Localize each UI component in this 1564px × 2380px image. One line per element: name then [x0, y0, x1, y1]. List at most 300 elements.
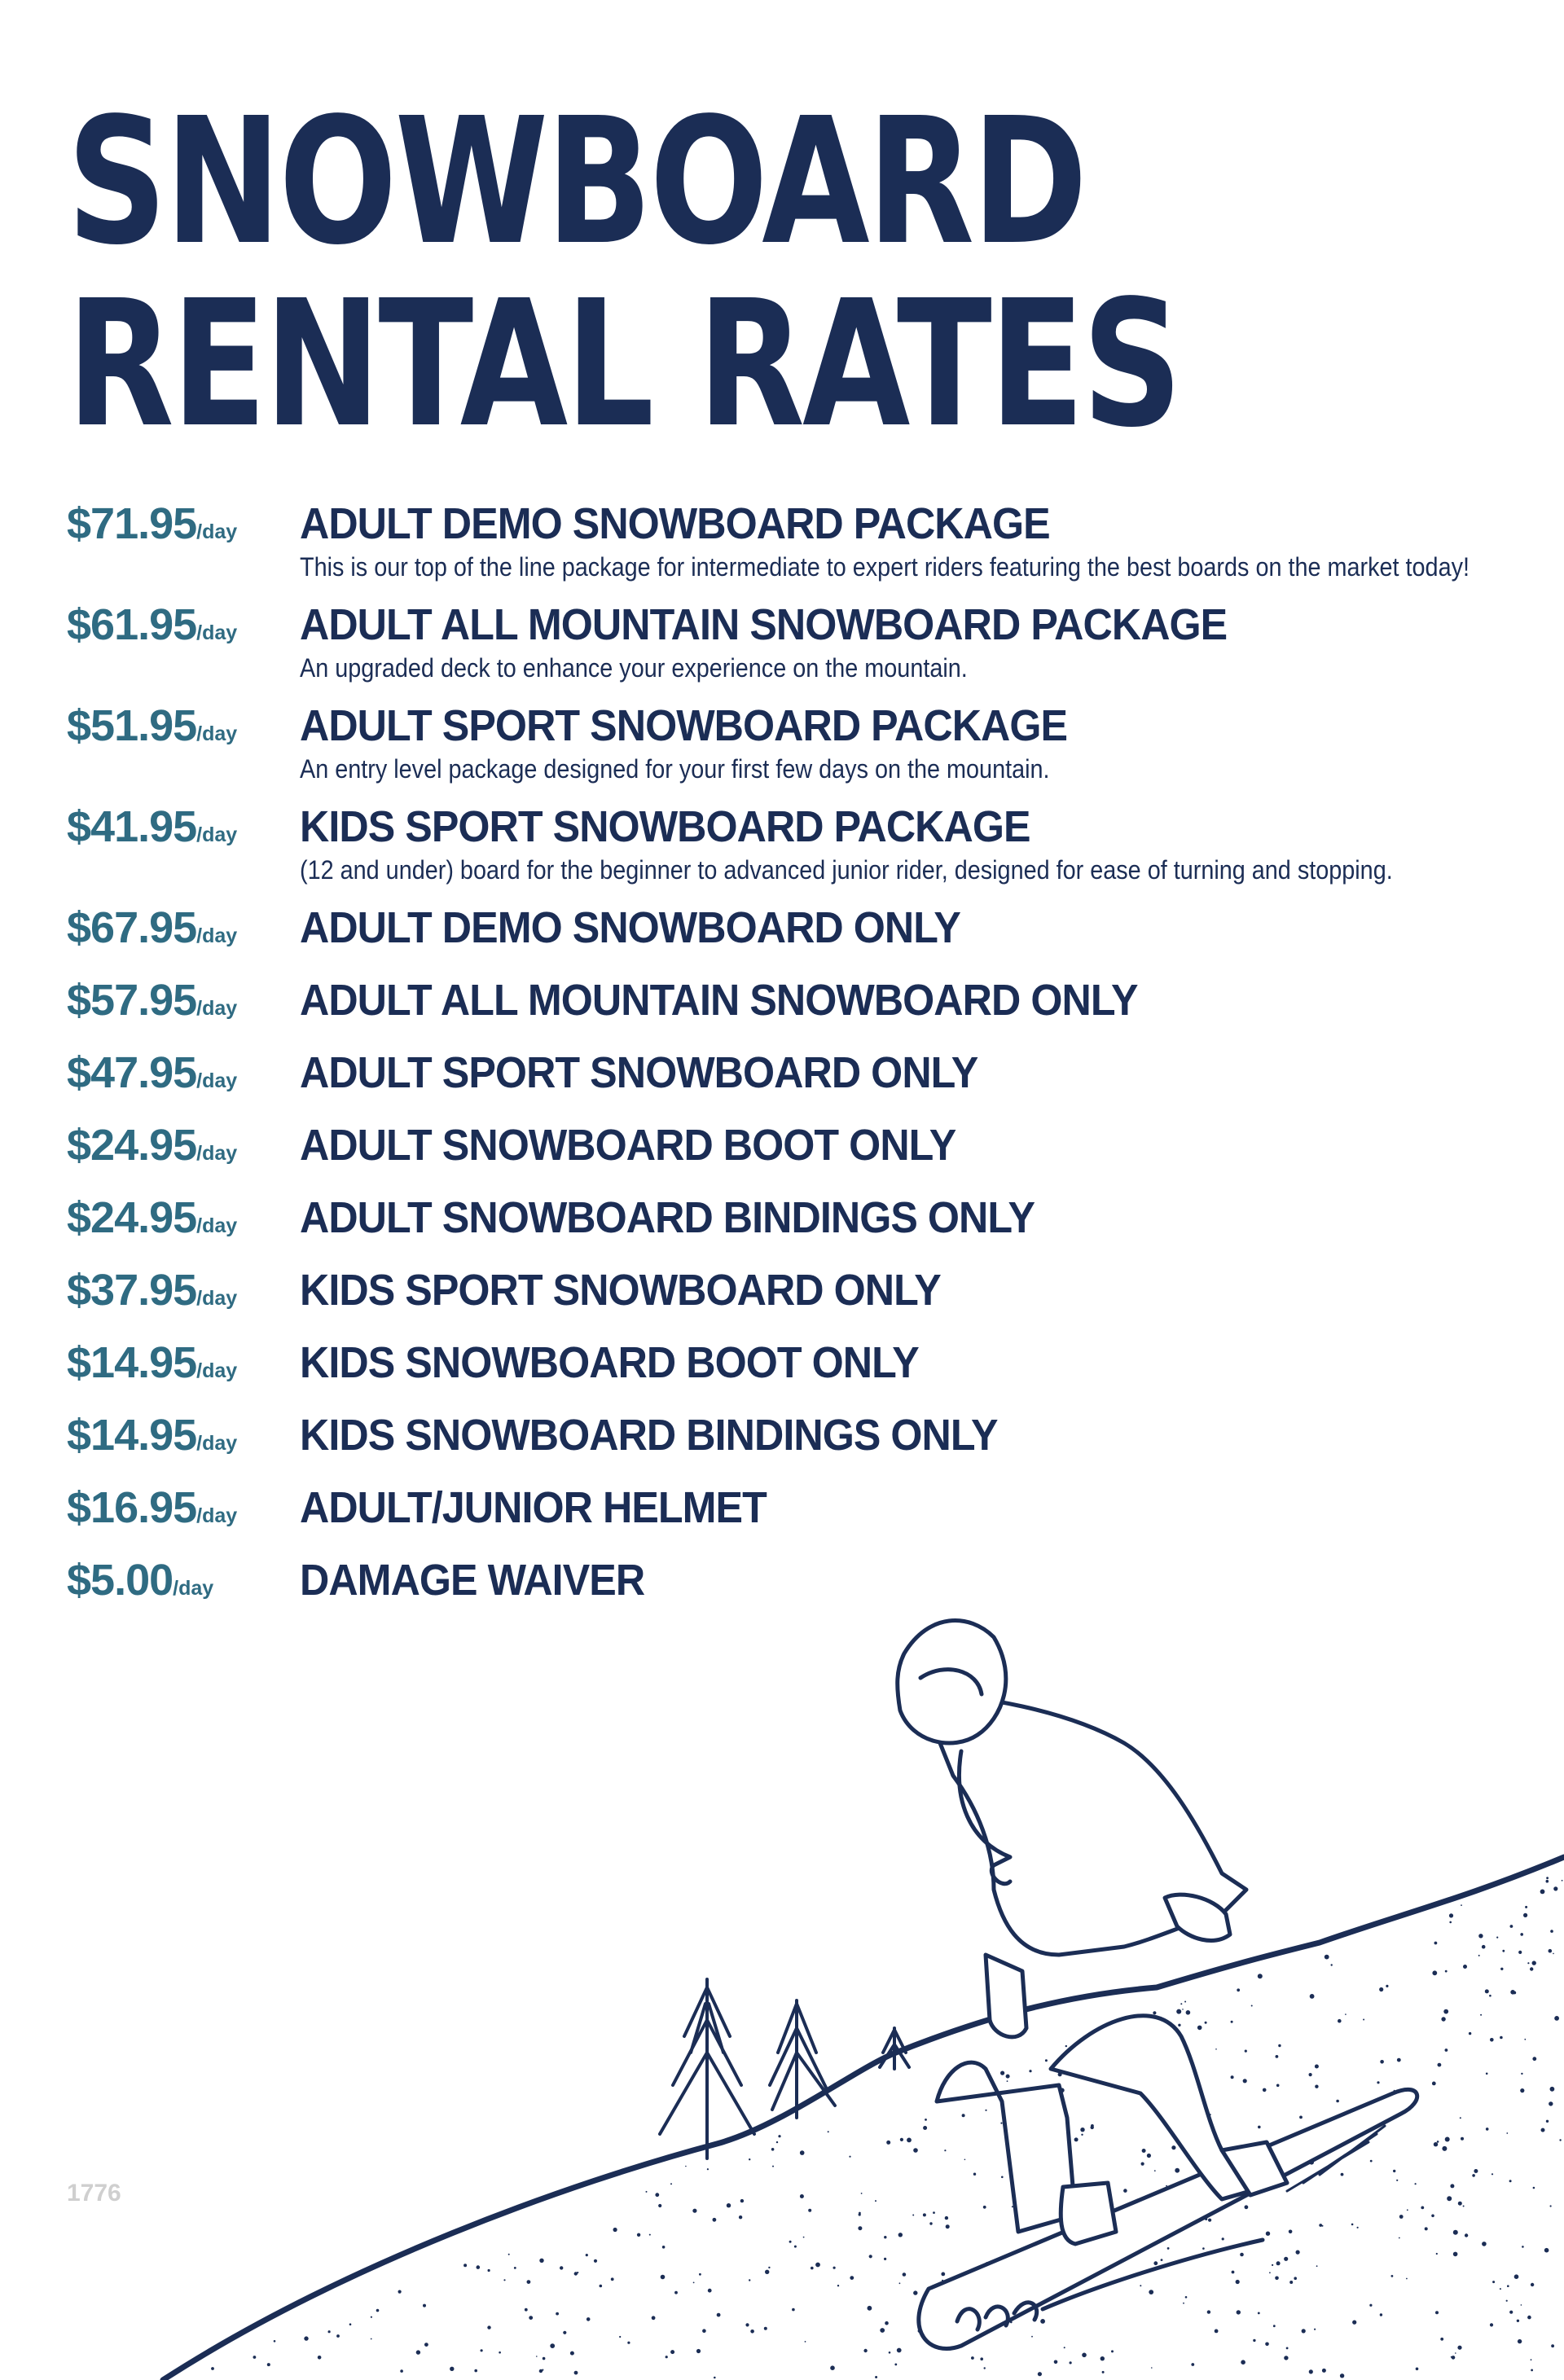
title-line-1: SNOWBOARD [67, 81, 1086, 283]
snow-speckle [1434, 1942, 1438, 1945]
snow-speckle [1450, 2184, 1454, 2188]
snow-speckle [1123, 2189, 1127, 2193]
snow-speckle [1310, 1994, 1315, 1999]
snow-speckle [1482, 1945, 1486, 1949]
snow-speckle [1553, 1953, 1554, 1955]
snow-speckle [376, 2309, 380, 2312]
snow-speckle [1197, 2026, 1202, 2031]
snow-speckle [884, 2236, 886, 2238]
snow-speckle [1102, 2371, 1105, 2373]
snow-speckle [560, 2266, 563, 2269]
snow-speckle [627, 2342, 630, 2344]
snow-speckle [349, 2323, 352, 2325]
snow-speckle [1316, 2265, 1318, 2267]
snow-speckle [1393, 2170, 1395, 2172]
snow-speckle [1415, 2183, 1417, 2185]
snow-speckle [1474, 2169, 1478, 2173]
snow-speckle [1045, 2059, 1048, 2062]
snow-speckle [749, 2279, 750, 2281]
snow-speckle [1443, 2009, 1448, 2014]
snow-speckle [1478, 1955, 1480, 1956]
snow-speckle [1460, 2117, 1461, 2119]
snow-speckle [1496, 1937, 1498, 1939]
snow-speckle [1461, 1904, 1462, 1906]
snow-speckle [1437, 2141, 1439, 2143]
snow-speckle [885, 2321, 889, 2325]
snow-speckle [1513, 1991, 1516, 1995]
snow-speckle [1463, 1965, 1467, 1969]
snow-speckle [1391, 2275, 1394, 2277]
snow-speckle [692, 2209, 696, 2213]
rate-row [67, 975, 1533, 1047]
rate-row [67, 1047, 1533, 1120]
snow-speckle [1240, 2253, 1244, 2257]
snow-speckle [805, 2341, 806, 2343]
snow-speckle [1237, 1988, 1240, 1991]
snow-speckle [1080, 2128, 1084, 2132]
snow-speckle [830, 2365, 835, 2370]
snow-speckle [833, 2267, 836, 2269]
snow-speckle [1502, 1950, 1505, 1952]
snow-speckle [1299, 2116, 1303, 2119]
snow-speckle [1081, 2134, 1083, 2136]
snow-speckle [803, 2237, 805, 2238]
rate-name: ADULT SNOWBOARD BINDINGS ONLY [300, 1193, 1035, 1242]
snow-speckle [474, 2369, 477, 2373]
snow-speckle [1486, 2128, 1489, 2131]
rate-price [67, 1410, 300, 1469]
snow-speckle [980, 2357, 983, 2360]
snow-speckle [1380, 2060, 1384, 2064]
snow-speckle [713, 2218, 717, 2222]
snow-speckle [1490, 2323, 1493, 2326]
rate-unit: /day [196, 1359, 238, 1382]
rate-info [300, 498, 1564, 584]
snow-speckle [1253, 2339, 1255, 2342]
snow-speckle [1517, 2320, 1519, 2322]
rate-price [67, 599, 300, 658]
rate-price [67, 902, 300, 961]
snow-speckle [274, 2340, 276, 2343]
rate-unit: /day [196, 621, 238, 644]
snow-speckle [1485, 1989, 1489, 1993]
rate-row [67, 1192, 1533, 1265]
snow-speckle [792, 2308, 795, 2312]
rate-info [300, 1120, 1533, 1170]
snow-speckle [1302, 2329, 1306, 2333]
snow-speckle [1272, 2264, 1273, 2266]
snow-speckle [1215, 2048, 1217, 2050]
rate-price [67, 1555, 300, 1614]
snow-speckle [894, 2364, 897, 2366]
snow-speckle [1440, 2338, 1443, 2341]
snow-speckle [1449, 1921, 1452, 1924]
snow-speckle [1284, 2356, 1288, 2360]
snow-speckle [1550, 2205, 1552, 2207]
snow-speckle [1453, 2230, 1458, 2235]
snow-speckle [1208, 2219, 1211, 2222]
snow-speckle [1074, 2137, 1079, 2141]
snow-speckle [652, 2316, 656, 2320]
snow-speckle [1276, 2261, 1281, 2265]
snow-speckle [1315, 2085, 1318, 2088]
document-code: 1776 [67, 2180, 121, 2207]
snow-speckle [450, 2367, 454, 2371]
snow-speckle [416, 2350, 420, 2354]
snow-speckle [1178, 2024, 1180, 2027]
snow-speckle [875, 2376, 877, 2378]
rate-row [67, 1410, 1533, 1482]
snow-speckle [1489, 1995, 1492, 1997]
snow-speckle [897, 2348, 902, 2353]
snow-speckle [764, 2327, 767, 2330]
snow-speckle [619, 2336, 621, 2338]
snow-speckle [1445, 1970, 1448, 1973]
snow-speckle [1241, 2360, 1245, 2365]
snow-speckle [1530, 1967, 1533, 1970]
snow-speckle [503, 2279, 505, 2281]
rate-price [67, 1192, 300, 1251]
snow-speckle [971, 2356, 974, 2360]
snow-speckle [765, 2270, 769, 2274]
snow-speckle [923, 2126, 927, 2130]
snow-speckle [1289, 2281, 1293, 2284]
snow-speckle [1183, 2303, 1184, 2304]
snow-speckle [1455, 2352, 1456, 2354]
rate-info [300, 1410, 1533, 1460]
snow-speckle [1527, 2316, 1531, 2320]
snow-speckle [1276, 2055, 1279, 2058]
snow-speckle [923, 2213, 926, 2216]
snow-speckle [1524, 2039, 1526, 2040]
snow-speckle [1182, 2009, 1184, 2010]
rate-info [300, 902, 1533, 953]
snow-speckle [837, 2285, 839, 2286]
snow-speckle [1518, 1951, 1522, 1954]
snow-speckle [1480, 2014, 1482, 2016]
snow-speckle [539, 2259, 543, 2263]
snow-speckle [707, 2168, 709, 2170]
snow-speckle [563, 2331, 566, 2334]
snow-speckle [1319, 2224, 1322, 2227]
snow-speckle [1490, 2038, 1494, 2042]
rate-name: KIDS SNOWBOARD BOOT ONLY [300, 1338, 919, 1387]
snow-speckle [941, 2272, 945, 2277]
rate-unit: /day [173, 1577, 214, 1600]
snow-speckle [527, 2280, 531, 2284]
snow-speckle [371, 2316, 372, 2318]
snow-speckle [1258, 2312, 1260, 2315]
snow-speckle [962, 2114, 965, 2117]
rate-name: ADULT SPORT SNOWBOARD ONLY [300, 1048, 978, 1097]
snow-speckle [868, 2306, 872, 2311]
snow-speckle [613, 2228, 617, 2232]
snow-speckle [1070, 2361, 1072, 2364]
snow-speckle [1518, 2339, 1522, 2343]
snow-speckle [1269, 2272, 1271, 2273]
snow-speckle [514, 2267, 516, 2269]
snow-speckle [1432, 1970, 1437, 1975]
snow-speckle [499, 2351, 501, 2354]
rate-name: ADULT ALL MOUNTAIN SNOWBOARD ONLY [300, 976, 1138, 1025]
snow-speckle [1457, 2346, 1461, 2350]
rate-amount: $57.95 [67, 976, 197, 1025]
snow-speckle [696, 2349, 701, 2353]
snow-speckle [1482, 2242, 1487, 2246]
snow-speckle [875, 2200, 876, 2202]
snow-speckle [658, 2204, 661, 2207]
rate-name: ADULT DEMO SNOWBOARD PACKAGE [300, 499, 1050, 548]
snow-speckle [253, 2356, 257, 2359]
snow-speckle [1154, 2170, 1156, 2171]
snow-speckle [662, 2246, 666, 2249]
snow-speckle [1091, 2126, 1094, 2129]
snow-speckle [1149, 2290, 1153, 2294]
snow-speckle [886, 2141, 890, 2145]
rate-unit: /day [196, 1069, 238, 1092]
rate-price [67, 1120, 300, 1179]
rate-info [300, 1337, 1533, 1388]
snow-speckle [600, 2285, 603, 2288]
snow-speckle [318, 2356, 322, 2360]
snow-speckle [267, 2363, 270, 2366]
rate-row [67, 1337, 1533, 1410]
snow-speckle [400, 2369, 403, 2373]
snow-speckle [1407, 2209, 1408, 2211]
rate-amount: $14.95 [67, 1411, 197, 1460]
rate-row [67, 1120, 1533, 1192]
snow-speckle [849, 2156, 850, 2158]
rate-unit: /day [196, 1504, 238, 1527]
snow-speckle [1185, 2296, 1188, 2299]
snow-speckle [1514, 2274, 1519, 2279]
snow-speckle [661, 2275, 666, 2280]
snow-speckle [1531, 2283, 1534, 2286]
snow-speckle [1379, 1987, 1383, 1991]
snow-speckle [336, 2334, 340, 2338]
rate-price [67, 801, 300, 860]
rate-amount: $24.95 [67, 1121, 197, 1170]
snow-speckle [1432, 2082, 1436, 2086]
snow-speckle [1322, 2369, 1326, 2373]
snow-speckle [1562, 1880, 1563, 1882]
snow-speckle [1546, 2120, 1549, 2123]
rate-unit: /day [196, 520, 238, 543]
snow-speckle [1447, 2196, 1452, 2201]
rate-price [67, 1337, 300, 1396]
snow-speckle [1258, 2126, 1261, 2129]
snow-speckle [772, 2166, 774, 2167]
snow-speckle [1175, 2168, 1180, 2173]
snow-speckle [1142, 2149, 1146, 2153]
snow-speckle [933, 2211, 935, 2214]
snow-speckle [488, 2269, 490, 2272]
snow-speckle [1054, 2360, 1058, 2365]
rate-price [67, 700, 300, 759]
snow-speckle [778, 2135, 780, 2137]
rate-name: ADULT SPORT SNOWBOARD PACKAGE [300, 701, 1068, 750]
snow-speckle [1399, 2215, 1404, 2219]
rate-unit: /day [196, 1432, 238, 1455]
rate-info [300, 975, 1533, 1025]
snow-speckle [1001, 2176, 1004, 2179]
snow-speckle [542, 2369, 543, 2371]
snow-speckle [1436, 2253, 1438, 2255]
rate-name: ADULT ALL MOUNTAIN SNOWBOARD PACKAGE [300, 600, 1228, 649]
snow-speckle [1309, 2369, 1313, 2373]
snow-speckle [1549, 1949, 1553, 1953]
rate-description: This is our top of the line package for intermediate to expert riders featuring the best boards on the market today! [300, 552, 1470, 582]
rate-description: An entry level package designed for your first few days on the mountain. [300, 754, 1050, 784]
snow-speckle [1263, 2088, 1267, 2092]
snow-speckle [1351, 2224, 1354, 2226]
rate-info [300, 801, 1564, 887]
rate-amount: $5.00 [67, 1556, 174, 1605]
snow-speckle [1549, 2101, 1553, 2106]
rate-unit: /day [196, 823, 238, 846]
rate-info [300, 1047, 1533, 1098]
snow-speckle [1520, 2088, 1524, 2092]
snow-speckle [211, 2367, 214, 2370]
snow-speckle [1510, 1925, 1513, 1928]
snow-speckle [423, 2304, 426, 2308]
rate-info [300, 599, 1564, 685]
snow-speckle [1532, 2057, 1536, 2061]
rate-row [67, 700, 1533, 786]
snow-speckle [1523, 1913, 1527, 1917]
snow-speckle [789, 2241, 792, 2243]
rate-name: KIDS SNOWBOARD BINDINGS ONLY [300, 1411, 998, 1460]
snow-speckle [1492, 2173, 1493, 2175]
snow-speckle [1472, 2174, 1475, 2177]
snow-speckle [889, 2351, 891, 2354]
snow-speckle [944, 2149, 946, 2151]
rate-name: KIDS SPORT SNOWBOARD ONLY [300, 1266, 941, 1315]
snow-speckle [925, 2119, 927, 2121]
snow-speckle [487, 2325, 490, 2329]
snow-speckle [1315, 2065, 1319, 2069]
snow-speckle [646, 2191, 648, 2193]
rate-unit: /day [196, 722, 238, 745]
snow-speckle [1544, 2248, 1549, 2253]
snow-speckle [1236, 2280, 1240, 2284]
snow-speckle [1251, 2005, 1253, 2007]
snow-speckle [1386, 1985, 1388, 1987]
snow-speckle [1500, 1968, 1503, 1970]
snow-speckle [1111, 2350, 1114, 2352]
snow-speckle [1363, 2019, 1364, 2021]
snow-speckle [1452, 2356, 1456, 2360]
snow-speckle [903, 2272, 907, 2277]
snow-speckle [1442, 2146, 1447, 2151]
snow-speckle [1461, 2137, 1464, 2141]
snow-speckle [1231, 2021, 1233, 2023]
snow-speckle [1550, 1930, 1553, 1933]
snow-speckle [1245, 2050, 1247, 2053]
snow-speckle [1506, 2132, 1508, 2134]
snow-speckle [1445, 2048, 1448, 2052]
snow-speckle [1553, 1886, 1557, 1890]
snowboarder-illustration [0, 1613, 1564, 2380]
snow-speckle [863, 2349, 867, 2352]
title-line-2: RENTAL RATES [67, 263, 1180, 466]
rate-info [300, 1265, 1533, 1315]
snow-speckle [808, 2209, 811, 2212]
snow-speckle [1202, 2247, 1205, 2250]
snow-speckle [1509, 2311, 1513, 2314]
snow-speckle [1296, 2250, 1300, 2255]
rate-row [67, 902, 1533, 975]
rate-row [67, 498, 1533, 584]
snow-speckle [1284, 2257, 1288, 2261]
snow-speckle [1435, 2311, 1439, 2314]
snow-speckle [850, 2276, 854, 2280]
snow-speckle [685, 2166, 687, 2167]
snow-speckle [749, 2158, 750, 2160]
snow-speckle [1546, 1880, 1549, 1883]
snow-speckle [771, 2148, 775, 2151]
snow-speckle [1406, 2278, 1408, 2280]
rate-price [67, 975, 300, 1034]
snow-speckle [1286, 2347, 1289, 2350]
snow-speckle [1215, 2330, 1219, 2334]
snow-speckle [586, 2317, 591, 2321]
snow-speckle [1180, 2003, 1182, 2005]
snow-speckle [637, 2233, 640, 2237]
snow-speckle [739, 2215, 742, 2219]
snow-speckle [550, 2343, 555, 2348]
snow-speckle [869, 2255, 872, 2258]
snow-speckle [424, 2343, 428, 2347]
snow-speckle [1141, 2163, 1144, 2166]
snow-speckle [745, 2323, 749, 2326]
snow-speckle [800, 2194, 804, 2198]
snow-speckle [1243, 2079, 1247, 2083]
snow-speckle [1377, 2081, 1379, 2084]
snow-speckle [1396, 2180, 1398, 2181]
rate-row [67, 1482, 1533, 1555]
snow-speckle [1186, 2010, 1191, 2015]
snow-speckle [1340, 2373, 1344, 2378]
snow-speckle [861, 2193, 863, 2194]
rate-price [67, 1047, 300, 1106]
rate-description: (12 and under) board for the beginner to advanced junior rider, designed for ease of turning and stopping. [300, 855, 1393, 885]
snow-speckle [727, 2203, 731, 2207]
snow-speckle [811, 2267, 814, 2270]
snow-speckle [1445, 2137, 1450, 2142]
snow-speckle [800, 2150, 805, 2155]
snow-speckle [1506, 2300, 1508, 2302]
snow-speckle [1294, 2277, 1297, 2280]
snow-speckle [1531, 2369, 1533, 2372]
snow-speckle [912, 2215, 914, 2216]
snow-speckle [1500, 2288, 1501, 2290]
snow-speckle [1000, 2123, 1002, 2124]
snow-speckle [1289, 2230, 1293, 2234]
snow-speckle [1522, 2246, 1524, 2248]
snow-speckle [815, 2263, 820, 2268]
snow-speckle [1031, 2336, 1033, 2338]
snow-speckle [1478, 1934, 1483, 1938]
snow-speckle [670, 2183, 672, 2185]
snow-speckle [1082, 2353, 1087, 2358]
snow-speckle [328, 2330, 331, 2333]
snow-speckle [900, 2138, 903, 2141]
rate-amount: $37.95 [67, 1266, 197, 1315]
snow-speckle [1007, 2080, 1008, 2082]
snow-speckle [1275, 2277, 1279, 2281]
rate-row [67, 1265, 1533, 1337]
